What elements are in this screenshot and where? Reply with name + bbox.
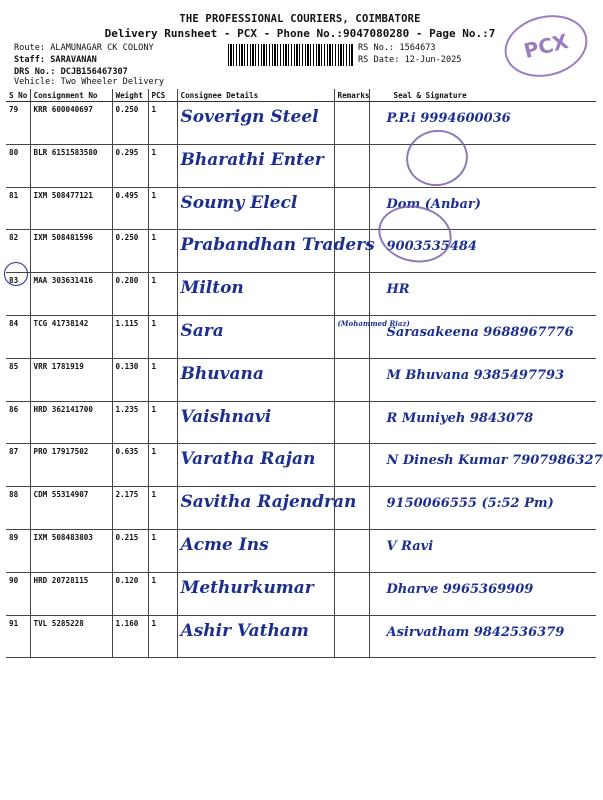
serial-cell: 82 (6, 230, 30, 273)
serial-cell: 91 (6, 615, 30, 658)
pcx-stamp: PCX (498, 7, 594, 86)
weight-cell: 2.175 (112, 487, 148, 530)
pcs-cell: 1 (148, 144, 177, 187)
staff-label: Staff: (14, 55, 46, 65)
signature-cell (369, 273, 596, 316)
consignee-cell (177, 444, 334, 487)
weight-cell: 0.250 (112, 102, 148, 145)
signature-cell (369, 102, 596, 145)
weight-cell: 0.215 (112, 529, 148, 572)
rs-date: RS Date: 12-Jun-2025 (358, 55, 462, 65)
signature-cell (369, 529, 596, 572)
signature-handwriting: 9150066555 (5:52 Pm) (386, 496, 554, 512)
remarks-cell (334, 401, 369, 444)
consignment-cell: BLR 6151583580 (30, 144, 112, 187)
barcode (228, 44, 354, 66)
table-row (6, 230, 596, 273)
column-header: PCS (148, 89, 177, 102)
remarks-cell (334, 315, 410, 358)
consignment-cell: IXM 508477121 (30, 187, 112, 230)
column-header: Weight (112, 89, 148, 102)
consignment-cell: KRR 600040697 (30, 102, 112, 145)
consignment-cell: IXM 508483803 (30, 529, 112, 572)
pcs-cell: 1 (148, 444, 177, 487)
signature-handwriting: HR (386, 282, 410, 298)
table-row (6, 615, 596, 658)
serial-cell: 79 (6, 102, 30, 145)
signature-cell (369, 444, 603, 487)
pcs-cell: 1 (148, 401, 177, 444)
column-header: Seal & Signature (369, 89, 596, 102)
consignee-handwriting: Bharathi Enter (180, 149, 324, 170)
consignee-handwriting: Methurkumar (180, 577, 314, 598)
consignee-cell (177, 230, 375, 273)
consignee-handwriting: Varatha Rajan (180, 449, 316, 470)
consignee-handwriting: Soumy Elecl (180, 192, 298, 213)
signature-cell (369, 615, 596, 658)
consignment-cell: CDM 55314907 (30, 487, 112, 530)
column-header: S No (6, 89, 30, 102)
consignee-cell (177, 572, 334, 615)
staff-name: SARAVANAN (50, 55, 97, 65)
table-row (6, 273, 596, 316)
consignee-handwriting: Sara (180, 320, 224, 341)
serial-cell: 85 (6, 358, 30, 401)
serial-cell: 84 (6, 315, 30, 358)
consignment-cell: TCG 41738142 (30, 315, 112, 358)
table-row (6, 144, 596, 187)
consignment-cell: TVL 5285228 (30, 615, 112, 658)
pcs-cell: 1 (148, 273, 177, 316)
signature-cell (369, 315, 596, 358)
weight-cell: 1.160 (112, 615, 148, 658)
consignee-handwriting: Soverign Steel (180, 107, 319, 127)
table-row (6, 358, 596, 401)
signature-handwriting: M Bhuvana 9385497793 (386, 367, 565, 383)
remarks-cell (334, 273, 369, 316)
weight-cell: 0.635 (112, 444, 148, 487)
consignment-cell: PRO 17917502 (30, 444, 112, 487)
pcs-cell: 1 (148, 615, 177, 658)
signature-handwriting: P.P.i 9994600036 (386, 111, 511, 126)
table-row (6, 444, 596, 487)
table-row (6, 529, 596, 572)
vehicle-line: Vehicle: Two Wheeler Delivery (14, 77, 165, 87)
consignee-cell (177, 144, 334, 187)
remarks-cell (334, 529, 369, 572)
pcs-cell: 1 (148, 315, 177, 358)
signature-cell (369, 358, 596, 401)
weight-cell: 0.130 (112, 358, 148, 401)
remarks-cell (334, 615, 369, 658)
table-row (6, 102, 596, 145)
weight-cell: 0.495 (112, 187, 148, 230)
signature-cell (369, 572, 596, 615)
remarks-cell (334, 444, 369, 487)
table-row (6, 401, 596, 444)
pcs-cell: 1 (148, 572, 177, 615)
serial-cell: 83 (6, 273, 30, 316)
consignee-handwriting: Ashir Vatham (180, 620, 309, 641)
pcs-cell: 1 (148, 230, 177, 273)
serial-cell: 89 (6, 529, 30, 572)
pcs-cell: 1 (148, 102, 177, 145)
drs-line (14, 67, 128, 77)
consignee-cell (177, 273, 334, 316)
consignee-handwriting: Bhuvana (180, 363, 264, 384)
runsheet-table (6, 89, 603, 658)
consignee-cell (177, 358, 334, 401)
pcs-cell: 1 (148, 487, 177, 530)
consignee-cell (177, 615, 334, 658)
consignee-handwriting: Prabandhan Traders (180, 235, 375, 256)
route-line: Route: ALAMUNAGAR CK COLONY (14, 43, 154, 53)
column-header: Consignment No (30, 89, 112, 102)
consignment-cell: HRD 362141700 (30, 401, 112, 444)
table-header-row (6, 89, 596, 102)
pcs-cell: 1 (148, 187, 177, 230)
signature-handwriting: Sarasakeena 9688967776 (386, 324, 574, 340)
serial-cell: 87 (6, 444, 30, 487)
remarks-cell (334, 358, 369, 401)
consignment-cell: IXM 508481596 (30, 230, 112, 273)
consignee-cell (177, 401, 334, 444)
weight-cell: 0.250 (112, 230, 148, 273)
signature-handwriting: Dom (Anbar) (386, 196, 481, 212)
column-header: Consignee Details (177, 89, 334, 102)
signature-cell (369, 401, 596, 444)
signature-handwriting: R Muniyeh 9843078 (386, 410, 534, 426)
weight-cell: 1.115 (112, 315, 148, 358)
remarks-cell (334, 572, 369, 615)
signature-cell (369, 144, 596, 187)
signature-handwriting: V Ravi (386, 538, 434, 554)
remarks-cell (334, 187, 369, 230)
weight-cell: 0.280 (112, 273, 148, 316)
consignee-cell (177, 187, 334, 230)
document-title: THE PROFESSIONAL COURIERS, COIMBATORE (179, 13, 421, 25)
drs-number: DCJB156467307 (60, 67, 128, 77)
signature-handwriting: N Dinesh Kumar 7907986327 (386, 453, 603, 469)
consignee-cell (177, 529, 334, 572)
remarks-cell (334, 102, 369, 145)
document-subtitle: Delivery Runsheet - PCX - Phone No.:9047080280 - Page No.:7 (104, 27, 496, 40)
signature-handwriting: Dharve 9965369909 (386, 581, 534, 597)
signature-cell (369, 487, 596, 530)
serial-cell: 88 (6, 487, 30, 530)
consignee-handwriting: Milton (180, 278, 244, 299)
remarks-cell (334, 144, 369, 187)
serial-cell: 80 (6, 144, 30, 187)
table-row (6, 315, 596, 358)
serial-cell: 90 (6, 572, 30, 615)
circled-row-mark (4, 262, 28, 286)
weight-cell: 0.120 (112, 572, 148, 615)
consignment-cell: HRD 20728115 (30, 572, 112, 615)
signature-handwriting: Asirvatham 9842536379 (386, 624, 565, 640)
serial-cell: 86 (6, 401, 30, 444)
consignee-handwriting: Vaishnavi (180, 406, 272, 427)
consignee-cell (177, 315, 334, 358)
table-row (6, 487, 596, 530)
column-header: Remarks (334, 89, 369, 102)
remark-handwriting: (Mohammed Riaz) (337, 318, 410, 328)
pcs-cell: 1 (148, 358, 177, 401)
signature-handwriting: 9003535484 (386, 239, 477, 255)
pcs-cell: 1 (148, 529, 177, 572)
table-row (6, 187, 596, 230)
table-row (6, 572, 596, 615)
weight-cell: 0.295 (112, 144, 148, 187)
weight-cell: 1.235 (112, 401, 148, 444)
consignment-cell: VRR 1781919 (30, 358, 112, 401)
consignee-handwriting: Savitha Rajendran (180, 492, 357, 513)
consignee-cell (177, 487, 357, 530)
consignment-cell: MAA 303631416 (30, 273, 112, 316)
rs-number: RS No.: 1564673 (358, 43, 436, 53)
consignee-handwriting: Acme Ins (180, 534, 269, 555)
consignee-cell (177, 102, 334, 145)
serial-cell: 81 (6, 187, 30, 230)
drs-label: DRS No.: (14, 67, 56, 77)
staff-line (14, 55, 97, 65)
